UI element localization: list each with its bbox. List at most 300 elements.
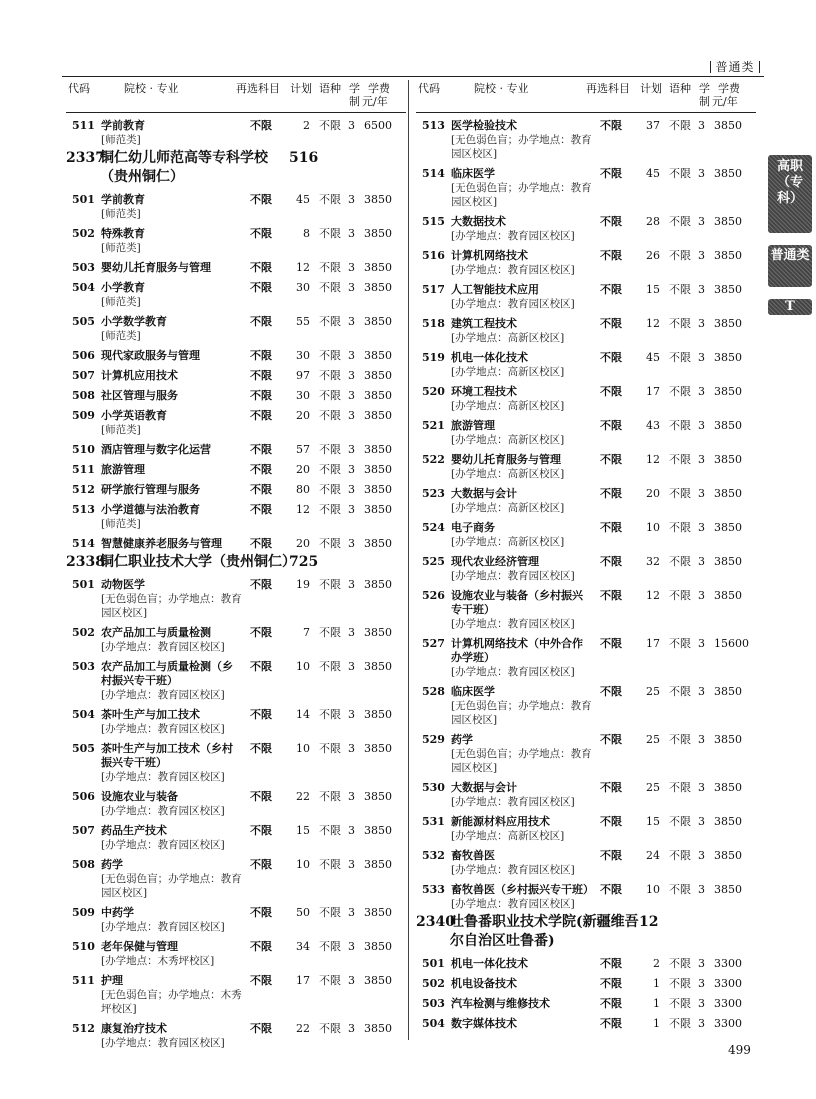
duration: 3 [698,317,705,330]
tuition-fee: 3850 [714,589,742,602]
major-name: 设施农业与装备（乡村振兴专干班） [451,589,583,616]
elective-subject: 不限 [600,385,622,398]
table-row [66,281,406,309]
major-code: 522 [422,453,445,466]
table-row [416,815,756,843]
duration: 3 [348,261,355,274]
duration: 3 [348,349,355,362]
plan-count: 25 [646,733,660,746]
major-note: [办学地点：教育园区校区] [101,805,225,817]
table-row [66,824,406,852]
plan-count: 1 [653,977,660,990]
major-name: 小学道德与法治教育 [101,503,200,516]
school-total-plan: 725 [289,554,319,570]
major-code: 501 [72,193,95,206]
major-code: 506 [72,790,95,803]
side-tab-letter: T [768,299,812,315]
header-code: 代码 [68,82,90,95]
major-name: 畜牧兽医 [451,849,495,862]
duration: 3 [348,119,355,132]
language: 不限 [319,443,341,456]
school-name: 铜仁职业技术大学（贵州铜仁） [100,554,296,570]
major-name: 茶叶生产与加工技术 [101,708,200,721]
language: 不限 [319,349,341,362]
plan-count: 2 [303,119,310,132]
tuition-fee: 3850 [714,385,742,398]
plan-count: 20 [646,487,660,500]
major-code: 523 [422,487,445,500]
major-name: 婴幼儿托育服务与管理 [451,453,561,466]
major-code: 507 [72,369,95,382]
plan-count: 43 [646,419,660,432]
duration: 3 [348,790,355,803]
language: 不限 [669,167,691,180]
table-row [66,742,406,784]
duration: 3 [348,389,355,402]
major-code: 502 [72,227,95,240]
major-name: 小学教育 [101,281,145,294]
language: 不限 [669,119,691,132]
school-name: 铜仁幼儿师范高等专科学校（贵州铜仁） [100,150,268,185]
table-row [66,578,406,620]
table-row [416,637,756,679]
tuition-fee: 3300 [714,977,742,990]
major-code: 520 [422,385,445,398]
duration: 3 [698,215,705,228]
major-name: 大数据与会计 [451,781,517,794]
major-name: 酒店管理与数字化运营 [101,443,211,456]
plan-count: 22 [296,790,310,803]
table-row [416,487,756,515]
table-row [416,957,756,971]
elective-subject: 不限 [600,419,622,432]
major-name: 研学旅行管理与服务 [101,483,200,496]
major-note: [办学地点：教育园区校区] [451,618,575,630]
duration: 3 [698,997,705,1010]
major-name: 茶叶生产与加工技术（乡村振兴专干班） [101,742,233,769]
tuition-fee: 6500 [364,119,392,132]
major-name: 设施农业与装备 [101,790,178,803]
major-name: 医学检验技术 [451,119,517,132]
duration: 3 [698,351,705,364]
duration: 3 [348,463,355,476]
header-fee2: 元/年 [362,95,388,108]
language: 不限 [319,626,341,639]
tuition-fee: 3850 [714,119,742,132]
plan-count: 50 [296,906,310,919]
major-name: 数字媒体技术 [451,1017,517,1030]
duration: 3 [698,781,705,794]
duration: 3 [348,906,355,919]
language: 不限 [319,193,341,206]
table-row [66,315,406,343]
language: 不限 [319,578,341,591]
major-note: [师范类] [101,296,141,308]
major-code: 502 [422,977,445,990]
major-code: 504 [422,1017,445,1030]
major-code: 504 [72,708,95,721]
duration: 3 [698,385,705,398]
major-note: [师范类] [101,208,141,220]
major-code: 512 [72,483,95,496]
elective-subject: 不限 [600,119,622,132]
side-tab-category: 普通类 [768,245,812,287]
table-row [416,883,756,911]
table-row [416,283,756,311]
major-name: 小学数学教育 [101,315,167,328]
school-heading [66,553,406,572]
language: 不限 [669,419,691,432]
major-code: 510 [72,443,95,456]
table-row [66,503,406,531]
major-name: 汽车检测与维修技术 [451,997,550,1010]
major-code: 518 [422,317,445,330]
duration: 3 [348,409,355,422]
language: 不限 [319,906,341,919]
plan-count: 12 [646,317,660,330]
plan-count: 25 [646,781,660,794]
major-code: 513 [72,503,95,516]
language: 不限 [319,708,341,721]
plan-count: 15 [646,815,660,828]
language: 不限 [319,261,341,274]
table-row [66,409,406,437]
duration: 3 [348,974,355,987]
major-name: 学前教育 [101,193,145,206]
language: 不限 [319,940,341,953]
major-note: [办学地点：教育园区校区] [101,1037,225,1049]
major-name: 机电一体化技术 [451,957,528,970]
major-note: [办学地点：教育园区校区] [451,796,575,808]
table-row [66,369,406,383]
major-code: 529 [422,733,445,746]
table-row [416,685,756,727]
elective-subject: 不限 [250,626,272,639]
major-name: 康复治疗技术 [101,1022,167,1035]
major-note: [办学地点：高新区校区] [451,502,565,514]
major-note: [师范类] [101,134,141,146]
duration: 3 [698,249,705,262]
major-name: 畜牧兽医（乡村振兴专干班） [451,883,594,896]
plan-count: 2 [653,957,660,970]
major-code: 517 [422,283,445,296]
major-note: [无色弱色盲；办学地点：教育园区校区] [451,182,592,208]
major-name: 药学 [451,733,473,746]
top-rule [62,76,764,77]
elective-subject: 不限 [600,997,622,1010]
elective-subject: 不限 [250,824,272,837]
table-row [66,940,406,968]
table-row [66,660,406,702]
language: 不限 [319,824,341,837]
plan-count: 14 [296,708,310,721]
elective-subject: 不限 [600,167,622,180]
major-code: 531 [422,815,445,828]
duration: 3 [698,637,705,650]
elective-subject: 不限 [250,227,272,240]
table-row [416,419,756,447]
table-row [66,119,406,147]
major-code: 516 [422,249,445,262]
elective-subject: 不限 [250,1022,272,1035]
major-name: 人工智能技术应用 [451,283,539,296]
elective-subject: 不限 [250,443,272,456]
language: 不限 [319,483,341,496]
elective-subject: 不限 [600,283,622,296]
plan-count: 45 [296,193,310,206]
tuition-fee: 3850 [364,193,392,206]
language: 不限 [319,119,341,132]
elective-subject: 不限 [250,281,272,294]
plan-count: 25 [646,685,660,698]
major-name: 现代农业经济管理 [451,555,539,568]
elective-subject: 不限 [250,409,272,422]
language: 不限 [669,1017,691,1030]
plan-count: 80 [296,483,310,496]
duration: 3 [348,858,355,871]
major-code: 501 [422,957,445,970]
major-note: [无色弱色盲；办学地点：教育园区校区] [451,134,592,160]
major-name: 特殊教育 [101,227,145,240]
elective-subject: 不限 [600,849,622,862]
language: 不限 [669,453,691,466]
language: 不限 [319,858,341,871]
plan-count: 17 [646,385,660,398]
major-name: 智慧健康养老服务与管理 [101,537,222,550]
major-code: 510 [72,940,95,953]
language: 不限 [319,315,341,328]
tuition-fee: 3850 [364,369,392,382]
plan-count: 17 [646,637,660,650]
duration: 3 [348,443,355,456]
elective-subject: 不限 [250,858,272,871]
header-fee1: 学费 [718,82,740,95]
major-code: 512 [72,1022,95,1035]
elective-subject: 不限 [600,781,622,794]
major-note: [办学地点：高新区校区] [451,434,565,446]
language: 不限 [669,283,691,296]
table-row [416,167,756,209]
plan-count: 28 [646,215,660,228]
table-row [66,227,406,255]
header-dur1: 学 [349,82,360,95]
tuition-fee: 15600 [714,637,749,650]
language: 不限 [319,281,341,294]
plan-count: 20 [296,409,310,422]
duration: 3 [348,578,355,591]
tuition-fee: 3850 [714,249,742,262]
tuition-fee: 3850 [364,227,392,240]
duration: 3 [698,283,705,296]
major-code: 509 [72,906,95,919]
table-row [416,215,756,243]
duration: 3 [698,815,705,828]
language: 不限 [669,215,691,228]
language: 不限 [669,883,691,896]
language: 不限 [319,660,341,673]
major-code: 508 [72,858,95,871]
tuition-fee: 3850 [714,521,742,534]
table-row [66,1022,406,1050]
elective-subject: 不限 [600,487,622,500]
major-name: 大数据技术 [451,215,506,228]
school-total-plan: 12 [639,914,659,930]
header-plan: 计划 [290,82,312,95]
major-code: 524 [422,521,445,534]
plan-count: 34 [296,940,310,953]
tuition-fee: 3850 [364,858,392,871]
table-row [416,249,756,277]
elective-subject: 不限 [600,521,622,534]
tuition-fee: 3850 [364,409,392,422]
school-code: 2337 [66,150,105,166]
header-code: 代码 [418,82,440,95]
plan-count: 1 [653,1017,660,1030]
major-name: 旅游管理 [101,463,145,476]
language: 不限 [319,974,341,987]
table-row [416,317,756,345]
major-name: 新能源材料应用技术 [451,815,550,828]
table-row [66,858,406,900]
plan-count: 12 [646,589,660,602]
tuition-fee: 3850 [364,626,392,639]
plan-count: 1 [653,997,660,1010]
major-code: 506 [72,349,95,362]
column-divider [408,80,409,1040]
major-note: [办学地点：教育园区校区] [451,666,575,678]
tuition-fee: 3850 [364,974,392,987]
plan-count: 24 [646,849,660,862]
tuition-fee: 3850 [714,419,742,432]
duration: 3 [698,977,705,990]
table-row [416,781,756,809]
elective-subject: 不限 [600,589,622,602]
major-note: [无色弱色盲；办学地点：教育园区校区] [451,700,592,726]
major-note: [办学地点：教育园区校区] [101,641,225,653]
tuition-fee: 3300 [714,1017,742,1030]
major-note: [办学地点：高新区校区] [451,366,565,378]
duration: 3 [348,483,355,496]
plan-count: 15 [296,824,310,837]
table-row [66,261,406,275]
major-name: 中药学 [101,906,134,919]
major-code: 527 [422,637,445,650]
elective-subject: 不限 [600,249,622,262]
header-name: 院校 · 专业 [474,82,529,95]
major-name: 计算机应用技术 [101,369,178,382]
school-code: 2340 [416,914,455,930]
major-code: 515 [422,215,445,228]
major-note: [办学地点：教育园区校区] [451,864,575,876]
major-name: 机电一体化技术 [451,351,528,364]
tuition-fee: 3850 [364,503,392,516]
major-code: 528 [422,685,445,698]
tuition-fee: 3850 [364,443,392,456]
elective-subject: 不限 [250,708,272,721]
language: 不限 [669,385,691,398]
major-code: 532 [422,849,445,862]
table-row [416,849,756,877]
language: 不限 [669,685,691,698]
duration: 3 [698,883,705,896]
plan-count: 45 [646,167,660,180]
major-note: [师范类] [101,330,141,342]
major-code: 504 [72,281,95,294]
elective-subject: 不限 [600,733,622,746]
elective-subject: 不限 [600,317,622,330]
tuition-fee: 3850 [714,215,742,228]
plan-count: 20 [296,537,310,550]
elective-subject: 不限 [250,369,272,382]
major-code: 509 [72,409,95,422]
major-name: 计算机网络技术（中外合作办学班） [451,637,583,664]
left-table-body [66,119,406,1050]
major-code: 503 [72,261,95,274]
tuition-fee: 3850 [364,1022,392,1035]
plan-count: 12 [646,453,660,466]
elective-subject: 不限 [250,537,272,550]
table-row [66,443,406,457]
language: 不限 [669,317,691,330]
duration: 3 [348,940,355,953]
header-lang: 语种 [669,82,691,95]
header-fee2: 元/年 [712,95,738,108]
major-code: 507 [72,824,95,837]
plan-count: 97 [296,369,310,382]
duration: 3 [698,119,705,132]
duration: 3 [698,957,705,970]
major-name: 计算机网络技术 [451,249,528,262]
major-note: [办学地点：教育园区校区] [101,921,225,933]
header-dur2: 制 [699,95,710,108]
elective-subject: 不限 [600,1017,622,1030]
elective-subject: 不限 [600,815,622,828]
language: 不限 [319,790,341,803]
header-lang: 语种 [319,82,341,95]
language: 不限 [319,463,341,476]
language: 不限 [669,781,691,794]
language: 不限 [319,742,341,755]
duration: 3 [348,503,355,516]
tuition-fee: 3850 [364,790,392,803]
language: 不限 [669,521,691,534]
tuition-fee: 3850 [714,733,742,746]
tuition-fee: 3850 [714,453,742,466]
elective-subject: 不限 [250,483,272,496]
elective-subject: 不限 [600,883,622,896]
page-number: 499 [728,1043,751,1057]
major-code: 521 [422,419,445,432]
major-note: [办学地点：教育园区校区] [451,298,575,310]
table-header [416,78,756,113]
language: 不限 [669,957,691,970]
duration: 3 [698,1017,705,1030]
major-note: [办学地点：教育园区校区] [101,689,225,701]
major-note: [办学地点：高新区校区] [451,468,565,480]
major-note: [办学地点：高新区校区] [451,332,565,344]
duration: 3 [698,487,705,500]
major-code: 505 [72,315,95,328]
elective-subject: 不限 [250,349,272,362]
language: 不限 [669,997,691,1010]
major-note: [办学地点：高新区校区] [451,536,565,548]
major-code: 514 [422,167,445,180]
elective-subject: 不限 [600,555,622,568]
plan-count: 17 [296,974,310,987]
duration: 3 [348,281,355,294]
elective-subject: 不限 [250,974,272,987]
tuition-fee: 3850 [364,349,392,362]
